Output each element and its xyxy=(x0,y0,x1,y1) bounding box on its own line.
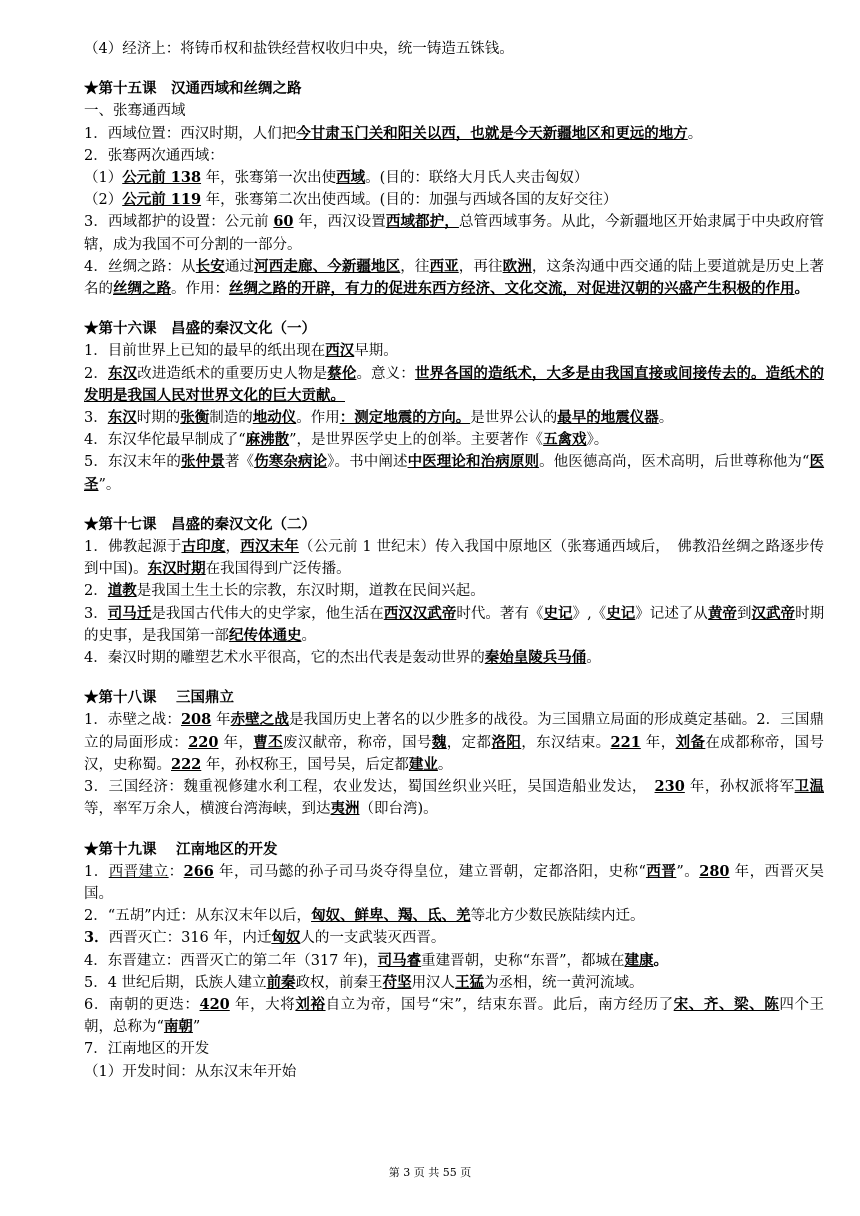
key-term: 司马迁 xyxy=(107,604,152,622)
key-term: 东汉 xyxy=(107,409,137,427)
text: 。 xyxy=(653,951,668,969)
key-term: 长安 xyxy=(195,257,225,275)
key-term: 西晋 xyxy=(645,862,677,880)
key-term: 60 xyxy=(273,213,294,231)
text: 》,《 xyxy=(572,605,607,622)
text: 用汉人 xyxy=(411,974,456,991)
text: 年，大将 xyxy=(229,996,296,1013)
lesson-15-point-4 xyxy=(84,256,824,300)
lesson-18 xyxy=(84,687,824,820)
text: ” xyxy=(192,1019,201,1036)
text: 是世界公认的 xyxy=(470,410,558,427)
key-term: 史记 xyxy=(606,604,636,622)
text: 2． xyxy=(84,583,108,600)
text: 。 xyxy=(794,280,809,298)
text: ”，是世界医学史上的创举。主要著作《 xyxy=(289,432,544,449)
key-term: 卫温 xyxy=(794,778,824,796)
lesson-19-point-7-1: （1）开发时间：从东汉末年开始 xyxy=(84,1063,297,1080)
text: 年，张骞第二次出使西域。(目的：加强与西域各国的友好交往） xyxy=(201,192,618,209)
section-gap xyxy=(84,821,824,839)
text: 1．目前世界上已知的最早的纸出现在 xyxy=(84,343,326,360)
key-term: 420 xyxy=(199,995,230,1013)
key-term: 河西走廊、今新疆地区 xyxy=(254,257,401,275)
text: （即台湾)。 xyxy=(359,801,438,818)
text: 1．西域位置：西汉时期，人们把 xyxy=(84,125,297,142)
text: 通过 xyxy=(224,258,255,275)
text: 西晋灭亡：316 年，内迁 xyxy=(108,930,272,947)
lesson-15-point-2: 2．张骞两次通西域： xyxy=(84,147,224,164)
text: 制造的 xyxy=(209,410,253,427)
key-term: 建业 xyxy=(408,755,438,773)
key-term: 221 xyxy=(610,733,641,751)
key-term: 西域 xyxy=(336,169,366,187)
text: （公元前 1 世纪末）传入我国中原地区（张骞通西域后， 佛教沿丝绸之路逐步传到中国)。 xyxy=(84,539,825,578)
key-term: 公元前 119 xyxy=(122,191,202,209)
key-term: 西汉汉武帝 xyxy=(383,604,457,622)
text: 6．南朝的更迭： xyxy=(84,996,200,1013)
text: ，这条沟通中西交通的陆上要道就是历史上著名的 xyxy=(84,258,825,298)
text: 年，张骞第一次出使 xyxy=(201,170,337,187)
text: 时期的史事，是我国第一部 xyxy=(84,605,825,644)
key-term: 王猛 xyxy=(455,973,485,991)
text: 改进造纸术的重要历史人物是 xyxy=(137,365,328,382)
lesson-19-point-1 xyxy=(84,861,824,905)
key-term: 西域都护， xyxy=(385,213,459,231)
text: 3． xyxy=(84,410,108,427)
text: 。 xyxy=(301,627,316,644)
text: 4．东汉华佗最早制成了“ xyxy=(84,432,246,449)
text: 3．三国经济：魏重视修建水利工程，农业发达，蜀国丝织业兴旺，吴国造船业发达， xyxy=(84,779,655,796)
text: 。(目的：联络大月氏人夹击匈奴） xyxy=(365,170,589,187)
key-term: 洛阳 xyxy=(491,733,522,751)
intro-economy-line: （4）经济上：将铸币权和盐铁经营权收归中央，统一铸造五铢钱。 xyxy=(84,41,514,57)
key-term: 世界各国的造纸术，大多是由我国直接或间接传去的。造纸术的发明是我国人民对世界文化的巨大贡献。 xyxy=(84,364,825,404)
text: 废汉献帝，称帝，国号 xyxy=(283,734,432,751)
text: 到 xyxy=(736,605,752,622)
lesson-19-point-3 xyxy=(84,927,824,949)
lesson-18-point-3 xyxy=(84,776,824,820)
text: （1） xyxy=(84,170,123,187)
text: 早期。 xyxy=(354,343,398,360)
text: 时代。著有《 xyxy=(456,605,544,622)
section-gap xyxy=(84,60,824,78)
lesson-19 xyxy=(84,839,824,1083)
text: 年， xyxy=(640,734,676,751)
key-term: 220 xyxy=(188,733,219,751)
key-term: 西汉末年 xyxy=(240,538,299,556)
text: 4．丝绸之路：从 xyxy=(84,258,196,275)
text: 》记述了从 xyxy=(635,605,708,622)
text: 是我国古代伟大的史学家，他生活在 xyxy=(151,605,384,622)
key-term: ：测定地震的方向。 xyxy=(339,409,471,427)
key-term: 蔡伦 xyxy=(327,364,357,382)
key-term: 纪传体通史 xyxy=(229,626,302,644)
lesson-16 xyxy=(84,318,824,496)
text: 重建晋朝，史称“东晋”，都城在 xyxy=(421,952,625,969)
key-term: 宋、齐、梁、陈 xyxy=(673,995,780,1013)
lesson-16-point-2 xyxy=(84,363,824,407)
key-term: 匈奴 xyxy=(271,929,301,947)
key-term: 222 xyxy=(171,755,202,773)
text: 1． xyxy=(84,863,109,880)
document-page xyxy=(84,38,824,1083)
key-term: 医圣 xyxy=(84,453,825,493)
lesson-16-point-1 xyxy=(84,340,824,362)
text: 。作用： xyxy=(171,281,229,298)
lesson-15-subtitle: 一、张骞通西域 xyxy=(84,103,186,120)
text: 年，孙权称王，国号吴，后定都 xyxy=(201,756,409,773)
text: 政权，前秦王 xyxy=(295,974,383,991)
text: ， xyxy=(225,539,241,556)
key-term: 丝绸之路 xyxy=(113,280,171,298)
text: 1．佛教起源于 xyxy=(84,539,182,556)
key-term: 赤壁之战 xyxy=(230,711,289,729)
key-term: 秦始皇陵兵马俑 xyxy=(484,649,587,667)
key-term: 魏 xyxy=(431,733,447,751)
key-term: 东汉 xyxy=(107,364,138,382)
text: ，东汉结束。 xyxy=(521,734,611,751)
key-term: 伤寒杂病论 xyxy=(254,453,328,471)
key-term: 黄帝 xyxy=(707,604,737,622)
key-term: 曹丕 xyxy=(253,733,284,751)
key-term: 前秦 xyxy=(266,973,296,991)
key-term: 最早的地震仪器 xyxy=(557,409,659,427)
lesson-17-title: ★第十七课 昌盛的秦汉文化（二） xyxy=(84,515,316,533)
lesson-16-title: ★第十六课 昌盛的秦汉文化（一） xyxy=(84,320,316,338)
text: 为丞相，统一黄河流域。 xyxy=(484,974,644,991)
text: 总管西域事务。从此，今新疆地区开始隶属于中央政府管辖，成为我国不可分割的一部分。 xyxy=(84,214,825,253)
key-term: 苻坚 xyxy=(382,973,412,991)
text: 。意义： xyxy=(356,365,415,382)
text: 。 xyxy=(586,650,601,667)
text: 4．秦汉时期的雕塑艺术水平很高，它的杰出代表是轰动世界的 xyxy=(84,650,485,667)
key-term: 丝绸之路的开辟，有力的促进东西方经济、文化交流，对促进汉朝的兴盛产生积极的作用 xyxy=(229,280,795,298)
text: 四个王朝，总称为“ xyxy=(84,996,825,1036)
text: 在我国得到广泛传播。 xyxy=(205,561,351,578)
text: 年，司马懿的孙子司马炎夺得皇位，建立晋朝，定都洛阳，史称“ xyxy=(213,863,646,880)
text: （2） xyxy=(84,192,123,209)
text: 2．“五胡”内迁：从东汉末年以后， xyxy=(84,908,312,925)
key-term: 230 xyxy=(654,778,685,796)
lesson-17-point-1 xyxy=(84,536,824,580)
text: 3． xyxy=(84,605,108,622)
lesson-18-title: ★第十八课 三国鼎立 xyxy=(84,689,235,707)
key-term: 刘裕 xyxy=(295,995,326,1013)
key-term: 道教 xyxy=(107,582,137,600)
text: 》。书中阐述 xyxy=(327,454,408,471)
key-term: 中医理论和治病原则 xyxy=(407,453,540,471)
key-term: 南朝 xyxy=(163,1018,193,1036)
key-term: 古印度 xyxy=(181,538,226,556)
text: 3． xyxy=(84,929,109,947)
key-term: 欧洲 xyxy=(502,257,532,275)
lesson-19-point-6 xyxy=(84,994,824,1038)
text: 是我国历史上著名的以少胜多的战役。为三国鼎立局面的形成奠定基础。2．三国鼎立的局面形成： xyxy=(84,712,824,751)
text: 等北方少数民族陆续内迁。 xyxy=(470,908,645,925)
page-footer: 第 3 页 共 55 页 xyxy=(388,1166,472,1179)
key-term: 西晋建立 xyxy=(108,863,169,880)
lesson-19-point-7: 7．江南地区的开发 xyxy=(84,1041,210,1058)
text: ”。 xyxy=(676,863,700,880)
text: ，定都 xyxy=(446,734,492,751)
key-term: 汉武帝 xyxy=(751,604,796,622)
lesson-17-point-2 xyxy=(84,580,824,602)
text: ，往 xyxy=(400,258,430,275)
key-term: 公元前 138 xyxy=(122,169,202,187)
key-term: 张衡 xyxy=(180,409,210,427)
key-term: 匈奴、鲜卑、羯、氐、羌 xyxy=(311,907,471,925)
key-term: 夷洲 xyxy=(330,800,360,818)
lesson-19-point-4 xyxy=(84,950,824,972)
text: 时期的 xyxy=(136,410,181,427)
lesson-19-title: ★第十九课 江南地区的开发 xyxy=(84,840,278,858)
lesson-19-point-2 xyxy=(84,905,824,927)
text: 。他医德高尚，医术高明，后世尊称他为“ xyxy=(539,454,810,471)
text: 年 xyxy=(211,712,231,729)
text: 年，西汉设置 xyxy=(293,214,386,231)
text: 是我国土生土长的宗教，东汉时期，道教在民间兴起。 xyxy=(136,583,485,600)
lesson-18-point-1-2 xyxy=(84,709,824,776)
key-term: 地动仪 xyxy=(252,409,297,427)
key-term: 今甘肃玉门关和阳关以西，也就是今天新疆地区和更远的地方 xyxy=(296,124,688,142)
key-term: 张仲景 xyxy=(181,453,225,471)
text: 2． xyxy=(84,365,108,382)
text: 在成都称帝，国号汉，史称蜀。 xyxy=(84,734,825,773)
key-term: 五禽戏 xyxy=(543,431,587,449)
key-term: 208 xyxy=(180,711,212,729)
lesson-17 xyxy=(84,514,824,669)
text: 5．东汉末年的 xyxy=(84,454,181,471)
text: ，再往 xyxy=(458,258,503,275)
text: 3．西域都护的设置：公元前 xyxy=(84,214,274,231)
lesson-15-point-2-2 xyxy=(84,189,824,211)
key-term: 280 xyxy=(699,862,730,880)
text: 。 xyxy=(437,756,453,773)
text: 。 xyxy=(658,410,674,427)
text: 人的一支武装灭西晋。 xyxy=(300,930,446,947)
lesson-15-point-1 xyxy=(84,123,824,145)
lesson-15-point-2-1 xyxy=(84,167,824,189)
text: 自立为帝，国号“宋”，结束东晋。此后，南方经历了 xyxy=(325,996,674,1013)
text: 。 xyxy=(687,125,703,142)
key-term: 刘备 xyxy=(675,733,706,751)
text: ”。 xyxy=(98,476,121,493)
key-term: 史记 xyxy=(543,604,573,622)
text: 等，率军万余人，横渡台湾海峡，到达 xyxy=(84,801,331,818)
lesson-17-point-4 xyxy=(84,647,824,669)
lesson-19-point-5 xyxy=(84,972,824,994)
key-term: 西亚 xyxy=(429,257,459,275)
text: 。作用 xyxy=(296,410,340,427)
text: 年， xyxy=(218,734,254,751)
lesson-15 xyxy=(84,78,824,300)
section-gap xyxy=(84,669,824,687)
key-term: 司马睿 xyxy=(377,951,422,969)
text: 1．赤壁之战： xyxy=(84,712,181,729)
key-term: 266 xyxy=(183,862,214,880)
key-term: 麻沸散 xyxy=(245,431,290,449)
lesson-17-point-3 xyxy=(84,603,824,647)
section-gap xyxy=(84,300,824,318)
key-term: 东汉时期 xyxy=(147,560,206,578)
text: ： xyxy=(168,863,184,880)
key-term: 西汉 xyxy=(325,342,355,360)
text: 》。 xyxy=(586,432,609,449)
text: 5．4 世纪后期，氐族人建立 xyxy=(84,974,267,991)
text: 年，西晋灭吴国。 xyxy=(84,863,825,902)
lesson-16-point-3 xyxy=(84,407,824,429)
text: 著《 xyxy=(224,454,255,471)
key-term: 建康 xyxy=(624,951,654,969)
lesson-15-point-3 xyxy=(84,211,824,255)
lesson-16-point-5 xyxy=(84,451,824,495)
lesson-15-title: ★第十五课 汉通西域和丝绸之路 xyxy=(84,80,302,98)
text: 年，孙权派将军 xyxy=(684,779,795,796)
text: 4．东晋建立：西晋灭亡的第二年（317 年)， xyxy=(84,952,378,969)
section-gap xyxy=(84,496,824,514)
lesson-16-point-4 xyxy=(84,429,824,451)
